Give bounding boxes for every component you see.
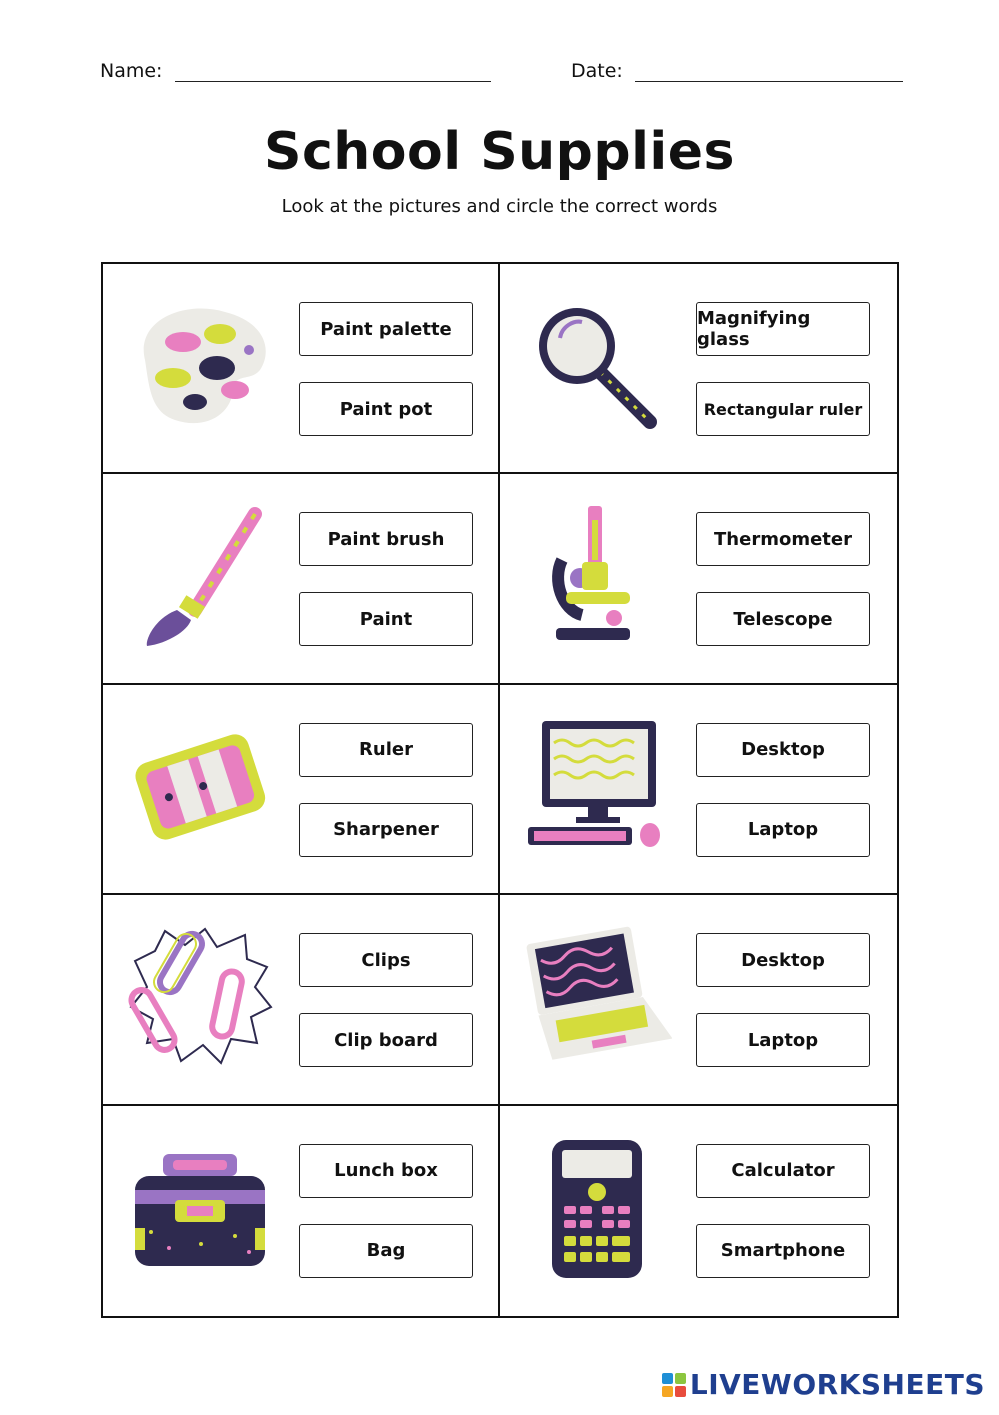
exercise-cell [103,685,500,895]
lunch-box-icon [125,1132,275,1282]
paper-clips-icon [125,921,275,1071]
instructions: Look at the pictures and circle the correct words [281,196,718,217]
option-button[interactable]: Rectangular ruler [696,382,870,436]
option-button[interactable]: Laptop [696,803,870,857]
paint-brush-icon [125,500,275,650]
laptop-icon [522,921,672,1071]
option-button[interactable]: Clips [299,933,473,987]
page-title: School Supplies [264,122,735,182]
option-button[interactable]: Laptop [696,1013,870,1067]
exercise-cell [103,264,500,474]
exercise-cell [103,895,500,1105]
brand-name: LIVEWORKSHEETS [689,1368,985,1401]
option-button[interactable]: Desktop [696,933,870,987]
option-button[interactable]: Paint [299,592,473,646]
option-button[interactable]: Smartphone [696,1224,870,1278]
option-button[interactable]: Ruler [299,723,473,777]
date-label: Date: [571,60,623,82]
option-button[interactable]: Bag [299,1224,473,1278]
brand-logo [662,1368,985,1401]
sharpener-icon [125,711,275,861]
option-button[interactable]: Paint brush [299,512,473,566]
date-field [571,60,903,82]
option-button[interactable]: Lunch box [299,1144,473,1198]
option-button[interactable]: Paint pot [299,382,473,436]
option-button[interactable]: Thermometer [696,512,870,566]
option-button[interactable]: Calculator [696,1144,870,1198]
name-input-line[interactable] [175,63,491,82]
paint-palette-icon [125,290,275,440]
option-button[interactable]: Paint palette [299,302,473,356]
desktop-computer-icon [522,711,672,861]
exercise-cell [500,685,897,895]
option-button[interactable]: Desktop [696,723,870,777]
date-input-line[interactable] [635,63,903,82]
calculator-icon [522,1132,672,1282]
option-button[interactable]: Sharpener [299,803,473,857]
exercise-cell [500,1106,897,1316]
exercise-cell [500,264,897,474]
name-label: Name: [100,60,163,82]
exercise-cell [103,474,500,684]
exercise-cell [500,895,897,1105]
microscope-icon [522,500,672,650]
magnifying-glass-icon [522,290,672,440]
option-button[interactable]: Magnifying glass [696,302,870,356]
brand-logo-icon [662,1373,686,1397]
name-field [100,60,491,82]
option-button[interactable]: Clip board [299,1013,473,1067]
exercise-cell [103,1106,500,1316]
exercise-cell [500,474,897,684]
option-button[interactable]: Telescope [696,592,870,646]
exercise-grid [101,262,899,1318]
